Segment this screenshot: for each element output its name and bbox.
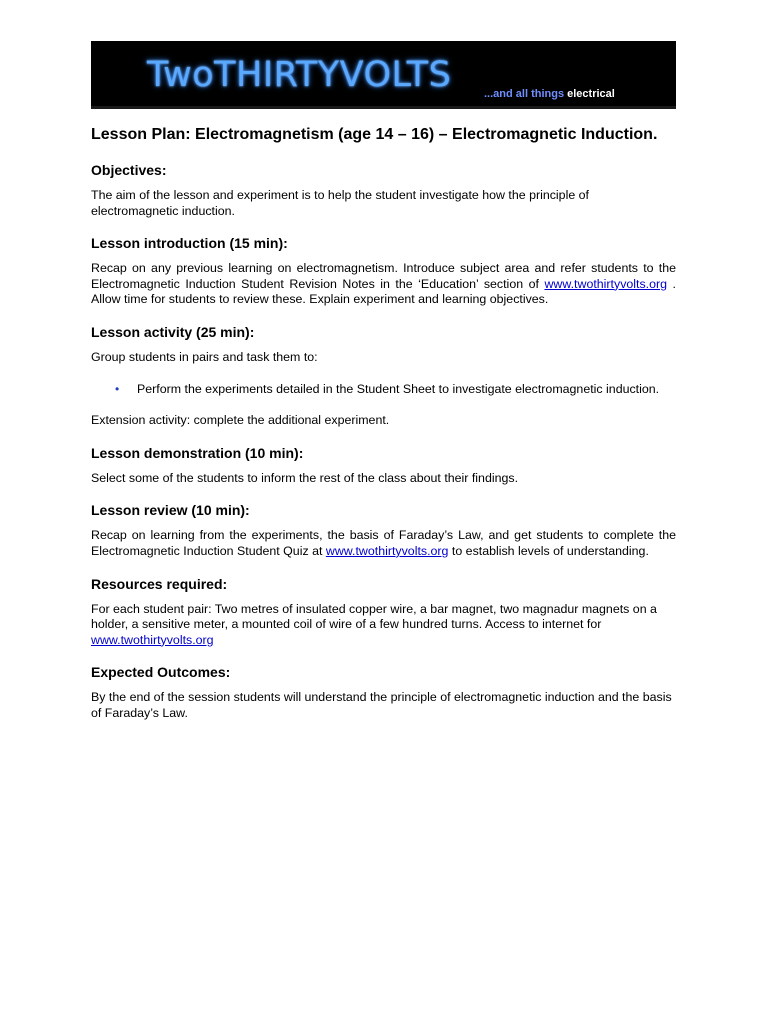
demonstration-heading: Lesson demonstration (10 min): xyxy=(91,444,304,461)
introduction-website-link[interactable]: www.twothirtyvolts.org xyxy=(544,276,668,291)
activity-extension: Extension activity: complete the additional experiment. xyxy=(91,413,390,428)
outcomes-text: By the end of the session students will understand the principle of electromagnetic induction and the basis of Faraday’s Law. xyxy=(91,690,672,720)
resources-text-before-link: For each student pair: Two metres of insulated copper wire, a bar magnet, two magnadur magnets on a holder, a sensitive meter, a mounted coil of wire of a few hundred turns. Access to internet for xyxy=(91,601,657,632)
bullet-icon: • xyxy=(115,381,120,396)
tagline-suffix: electrical xyxy=(567,88,615,100)
site-logo: TwoTHIRTYVOLTS xyxy=(147,55,452,95)
review-text-after-link: to establish levels of understanding. xyxy=(448,543,649,558)
review-website-link[interactable]: www.twothirtyvolts.org xyxy=(325,543,449,558)
introduction-text-before-link: Recap on any previous learning on electromagnetism. Introduce subject area and refer students to the Electromagnetic Induction Student Revision Notes in the ‘Education’ section of xyxy=(91,261,676,291)
page-title: Lesson Plan: Electromagnetism (age 14 – 16) – Electromagnetic Induction. xyxy=(91,126,658,143)
tagline-prefix: ...and all things xyxy=(484,88,568,100)
introduction-text-after-link: . Allow time for students to review these. Explain experiment and learning objectives. xyxy=(91,276,676,307)
outcomes-heading: Expected Outcomes: xyxy=(91,664,231,681)
resources-text xyxy=(91,602,676,649)
introduction-heading: Lesson introduction (15 min): xyxy=(91,235,288,252)
review-heading: Lesson review (10 min): xyxy=(91,502,250,519)
document-body xyxy=(91,125,676,738)
review-text-before-link: Recap on learning from the experiments, the basis of Faraday’s Law, and get students to complete the Electromagnetic Induction Student Quiz at xyxy=(91,528,676,558)
resources-heading: Resources required: xyxy=(91,575,228,592)
activity-list xyxy=(91,382,676,398)
list-item-text: Perform the experiments detailed in the Student Sheet to investigate electromagnetic induction. xyxy=(137,381,660,396)
review-text xyxy=(91,528,676,559)
activity-heading: Lesson activity (25 min): xyxy=(91,323,255,340)
tagline xyxy=(484,88,615,100)
demonstration-text: Select some of the students to inform the rest of the class about their findings. xyxy=(91,470,519,485)
header-banner xyxy=(91,41,676,109)
list-item xyxy=(91,382,676,398)
activity-intro: Group students in pairs and task them to: xyxy=(91,349,318,364)
objectives-heading: Objectives: xyxy=(91,162,167,178)
objectives-text: The aim of the lesson and experiment is to help the student investigate how the principle of electromagnetic induction. xyxy=(91,188,589,218)
introduction-text xyxy=(91,261,676,308)
resources-website-link[interactable]: www.twothirtyvolts.org xyxy=(91,632,214,647)
